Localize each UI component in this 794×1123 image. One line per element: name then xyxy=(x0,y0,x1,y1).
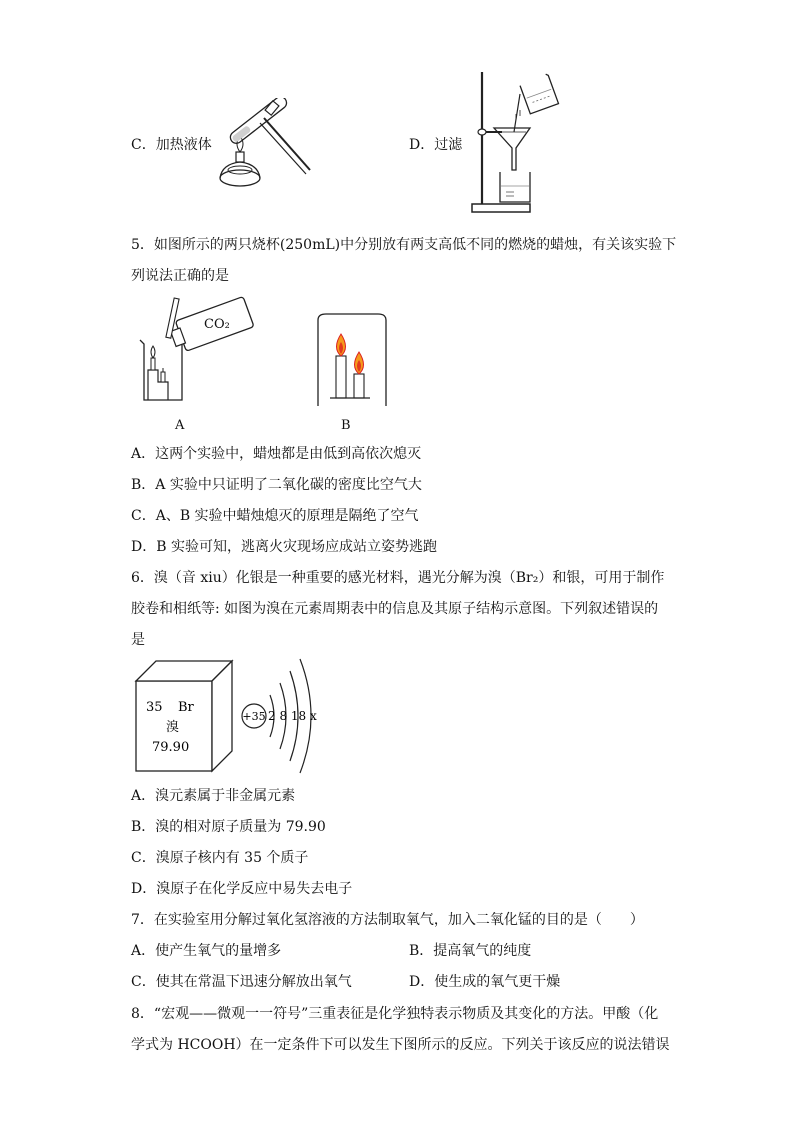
element-name: 溴 xyxy=(166,720,180,735)
q5-figure-a xyxy=(134,296,264,408)
q4-option-c: C．加热液体 xyxy=(131,137,212,153)
electron-shells: 2 8 18 x xyxy=(268,709,317,723)
atomic-mass: 79.90 xyxy=(152,740,190,755)
q6-option-c: C．溴原子核内有 35 个质子 xyxy=(131,850,309,866)
q8-stem-line1: 8．“宏观——微观一一符号”三重表征是化学独特表示物质及其变化的方法。甲酸（化 xyxy=(131,1006,659,1022)
q5-option-a: A．这两个实验中，蜡烛都是由低到高依次熄灭 xyxy=(131,446,422,462)
q8-stem-line2: 学式为 HCOOH）在一定条件下可以发生下图所示的反应。下列关于该反应的说法错误 xyxy=(131,1037,670,1053)
element-symbol: Br xyxy=(178,700,194,715)
bromine-element-cell xyxy=(130,655,240,781)
q6-option-a: A．溴元素属于非金属元素 xyxy=(131,788,296,804)
bromine-atom-structure xyxy=(238,655,330,781)
q5-stem-line1: 5．如图所示的两只烧杯(250mL)中分别放有两支高低不同的燃烧的蜡烛，有关该实验下 xyxy=(131,237,677,253)
q7-option-d: D．使生成的氧气更干燥 xyxy=(409,974,561,990)
q6-option-b: B．溴的相对原子质量为 79.90 xyxy=(131,819,326,835)
q5-option-c: C．A、B 实验中蜡烛熄灭的原理是隔绝了空气 xyxy=(131,508,419,524)
q7-stem: 7．在实验室用分解过氧化氢溶液的方法制取氧气，加入二氧化锰的目的是（ ） xyxy=(131,912,644,928)
heating-liquid-figure xyxy=(210,98,320,197)
q7-option-c: C．使其在常温下迅速分解放出氧气 xyxy=(131,974,352,990)
q6-stem-line2: 胶卷和相纸等: 如图为溴在元素周期表中的信息及其原子结构示意图。下列叙述错误的 xyxy=(131,601,659,617)
q5-figure-b xyxy=(312,310,392,412)
atomic-number: 35 xyxy=(146,700,163,715)
figure-b-caption: B xyxy=(341,418,351,433)
figure-a-caption: A xyxy=(175,418,185,433)
q5-stem-line2: 列说法正确的是 xyxy=(131,268,229,284)
co2-label: CO₂ xyxy=(204,317,230,332)
q5-option-d: D．B 实验可知，逃离火灾现场应成站立姿势逃跑 xyxy=(131,539,437,555)
q7-option-a: A．使产生氧气的量增多 xyxy=(131,943,282,959)
filtration-figure xyxy=(468,70,568,219)
q6-stem-line1: 6．溴（音 xiu）化银是一种重要的感光材料，遇光分解为溴（Br₂）和银，可用于制作 xyxy=(131,570,665,586)
q6-option-d: D．溴原子在化学反应中易失去电子 xyxy=(131,881,353,897)
nucleus-charge: +35 xyxy=(242,710,266,723)
q4-option-d: D．过滤 xyxy=(409,137,463,153)
q7-option-b: B．提高氧气的纯度 xyxy=(409,943,532,959)
q6-stem-line3: 是 xyxy=(131,632,145,648)
q5-option-b: B．A 实验中只证明了二氧化碳的密度比空气大 xyxy=(131,477,422,493)
